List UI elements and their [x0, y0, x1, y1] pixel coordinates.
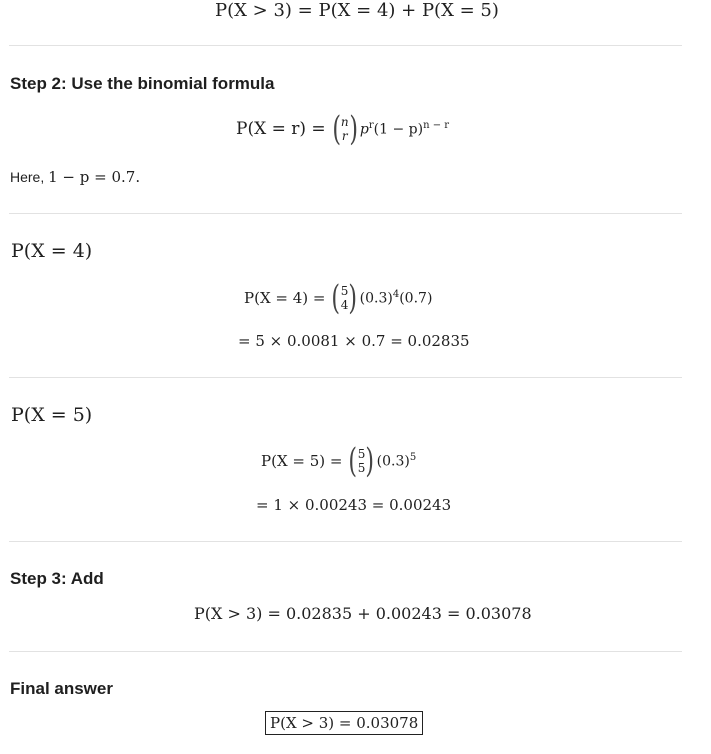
here-label: Here, [10, 169, 45, 185]
step2-heading: Step 2: Use the binomial formula [10, 74, 275, 93]
top-equation: P(X > 3) = P(X = 4) + P(X = 5) [215, 0, 499, 21]
divider [9, 651, 682, 652]
binom-bottom: r [341, 129, 348, 143]
step3-equation: P(X > 3) = 0.02835 + 0.00243 = 0.03078 [194, 604, 532, 623]
formula-lhs: P(X = r) = [236, 119, 326, 139]
divider [9, 45, 682, 46]
formula-p-exp: r [368, 120, 374, 132]
case4-label: P(X = 4) [11, 240, 93, 262]
binomial-coefficient: ( 5 5 ) [348, 441, 375, 481]
final-answer-box [265, 714, 423, 732]
case4-equation [244, 278, 432, 318]
case5-rhs-a: (0.3) [376, 453, 410, 470]
divider [9, 541, 682, 542]
binomial-formula [236, 108, 449, 150]
case5-lhs: P(X = 5) = [261, 452, 343, 470]
divider [9, 377, 682, 378]
case4-result: = 5 × 0.0081 × 0.7 = 0.02835 [238, 332, 470, 350]
binom-top: 5 [340, 284, 349, 298]
here-note [10, 168, 140, 186]
case5-equation [261, 441, 416, 481]
final-answer: P(X > 3) = 0.03078 [265, 711, 423, 735]
case4-lhs: P(X = 4) = [244, 289, 326, 307]
case4-rhs-b: (0.7) [399, 290, 433, 307]
formula-q: (1 − p) [373, 121, 424, 138]
formula-p: p [359, 121, 369, 138]
case5-label: P(X = 5) [11, 404, 93, 426]
binomial-coefficient: ( 5 4 ) [331, 278, 358, 318]
binom-top: 5 [357, 447, 366, 461]
case5-result: = 1 × 0.00243 = 0.00243 [256, 496, 452, 514]
binom-bottom: 4 [340, 298, 349, 312]
case4-rhs-a: (0.3) [359, 290, 393, 307]
case4-rhs-a-exp: 4 [392, 289, 400, 301]
step3-heading: Step 3: Add [10, 569, 104, 588]
here-math: 1 − p = 0.7. [48, 168, 141, 186]
binom-bottom: 5 [357, 461, 366, 475]
binomial-coefficient: ( n r ) [331, 109, 358, 149]
divider [9, 213, 682, 214]
formula-q-exp: n − r [423, 120, 450, 132]
binom-top: n [340, 115, 349, 129]
final-heading: Final answer [10, 679, 113, 698]
case5-rhs-a-exp: 5 [409, 452, 417, 464]
